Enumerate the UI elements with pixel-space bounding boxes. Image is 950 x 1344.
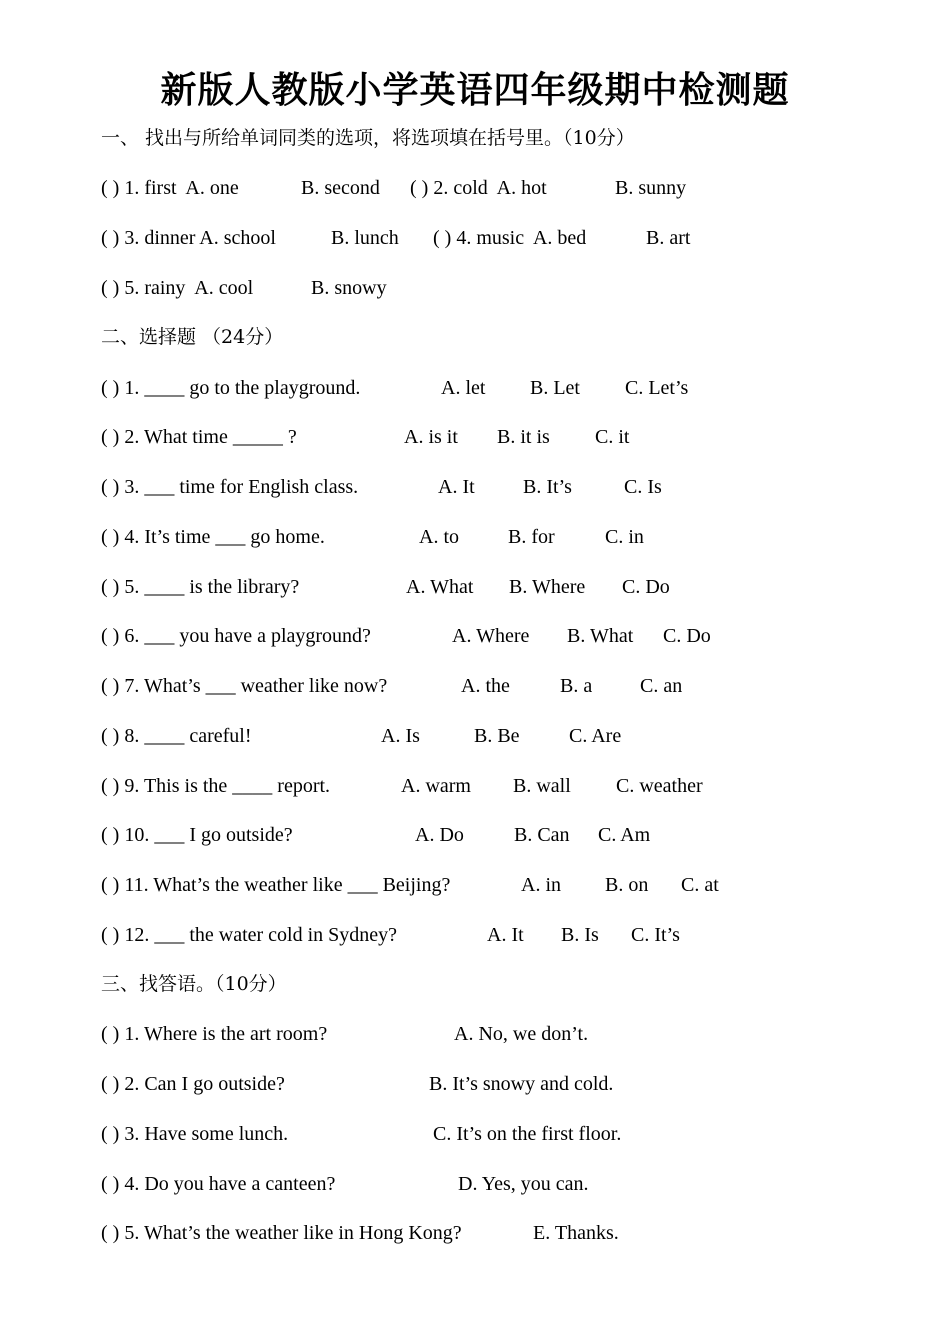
option-c: C. at: [681, 874, 719, 896]
question-stem: ( ) 1. ____ go to the playground.: [101, 377, 361, 399]
question-stem: ( ) 8. ____ careful!: [101, 725, 252, 747]
section-heading-part1: 一、 找出与所给单词同类的选项，将选项填在括号里。（10分）: [101, 127, 635, 149]
option-c: C. it: [595, 426, 630, 448]
question-stem: ( ) 4. It’s time ___ go home.: [101, 526, 325, 548]
option-c: C. Are: [569, 725, 622, 747]
option: B. sunny: [615, 177, 687, 199]
option: B. art: [646, 227, 691, 249]
option-c: C. Do: [622, 576, 670, 598]
option-b: B. for: [508, 526, 555, 548]
option-b: B. Be: [474, 725, 520, 747]
option-b: B. Is: [561, 924, 599, 946]
option-a: A. Is: [381, 725, 420, 747]
option-b: B. It’s: [523, 476, 572, 498]
question-stem: ( ) 5. ____ is the library?: [101, 576, 300, 598]
option-a: A. warm: [401, 775, 471, 797]
question-stem: ( ) 1. first A. one: [101, 177, 239, 199]
option: B. snowy: [311, 277, 387, 299]
option-c: C. Let’s: [625, 377, 689, 399]
option-b: B. on: [605, 874, 649, 896]
answer-option: C. It’s on the first floor.: [433, 1123, 622, 1145]
option-a: A. It: [438, 476, 475, 498]
question-stem: ( ) 2. What time _____ ?: [101, 426, 297, 448]
question-stem: ( ) 10. ___ I go outside?: [101, 824, 293, 846]
option-c: C. weather: [616, 775, 703, 797]
question-stem: ( ) 11. What’s the weather like ___ Beijing?: [101, 874, 451, 896]
option-a: A. the: [461, 675, 510, 697]
option-b: B. Where: [509, 576, 586, 598]
question-stem: ( ) 3. ___ time for English class.: [101, 476, 359, 498]
question-stem: ( ) 3. dinner A. school: [101, 227, 276, 249]
option-b: B. What: [567, 625, 634, 647]
question-stem: ( ) 4. music A. bed: [433, 227, 587, 249]
option: B. second: [301, 177, 380, 199]
question-stem: ( ) 5. rainy A. cool: [101, 277, 254, 299]
option-c: C. It’s: [631, 924, 680, 946]
option-b: B. Let: [530, 377, 580, 399]
option-a: A. to: [419, 526, 459, 548]
option-c: C. an: [640, 675, 683, 697]
question-stem: ( ) 6. ___ you have a playground?: [101, 625, 371, 647]
answer-option: E. Thanks.: [533, 1222, 619, 1244]
section-heading-part3: 三、找答语。（10分）: [101, 973, 287, 995]
option-a: A. Where: [452, 625, 530, 647]
option-a: A. It: [487, 924, 524, 946]
page-title: 新版人教版小学英语四年级期中检测题: [160, 69, 790, 111]
option-b: B. wall: [513, 775, 571, 797]
question-stem: ( ) 7. What’s ___ weather like now?: [101, 675, 388, 697]
option: B. lunch: [331, 227, 399, 249]
option-a: A. Do: [415, 824, 464, 846]
question-stem: ( ) 9. This is the ____ report.: [101, 775, 331, 797]
option-a: A. let: [441, 377, 486, 399]
answer-option: A. No, we don’t.: [454, 1023, 589, 1045]
option-b: B. it is: [497, 426, 550, 448]
question-stem: ( ) 4. Do you have a canteen?: [101, 1173, 336, 1195]
option-a: A. What: [406, 576, 474, 598]
question-stem: ( ) 2. Can I go outside?: [101, 1073, 285, 1095]
option-a: A. in: [521, 874, 561, 896]
question-stem: ( ) 3. Have some lunch.: [101, 1123, 289, 1145]
option-c: C. Is: [624, 476, 662, 498]
option-c: C. Do: [663, 625, 711, 647]
option-a: A. is it: [404, 426, 458, 448]
option-b: B. a: [560, 675, 593, 697]
answer-option: D. Yes, you can.: [458, 1173, 589, 1195]
option-b: B. Can: [514, 824, 570, 846]
section-heading-part2: 二、选择题 （24分）: [101, 326, 284, 348]
option-c: C. in: [605, 526, 644, 548]
question-stem: ( ) 1. Where is the art room?: [101, 1023, 328, 1045]
question-stem: ( ) 12. ___ the water cold in Sydney?: [101, 924, 398, 946]
answer-option: B. It’s snowy and cold.: [429, 1073, 614, 1095]
question-stem: ( ) 2. cold A. hot: [410, 177, 547, 199]
question-stem: ( ) 5. What’s the weather like in Hong Kong?: [101, 1222, 462, 1244]
option-c: C. Am: [598, 824, 651, 846]
